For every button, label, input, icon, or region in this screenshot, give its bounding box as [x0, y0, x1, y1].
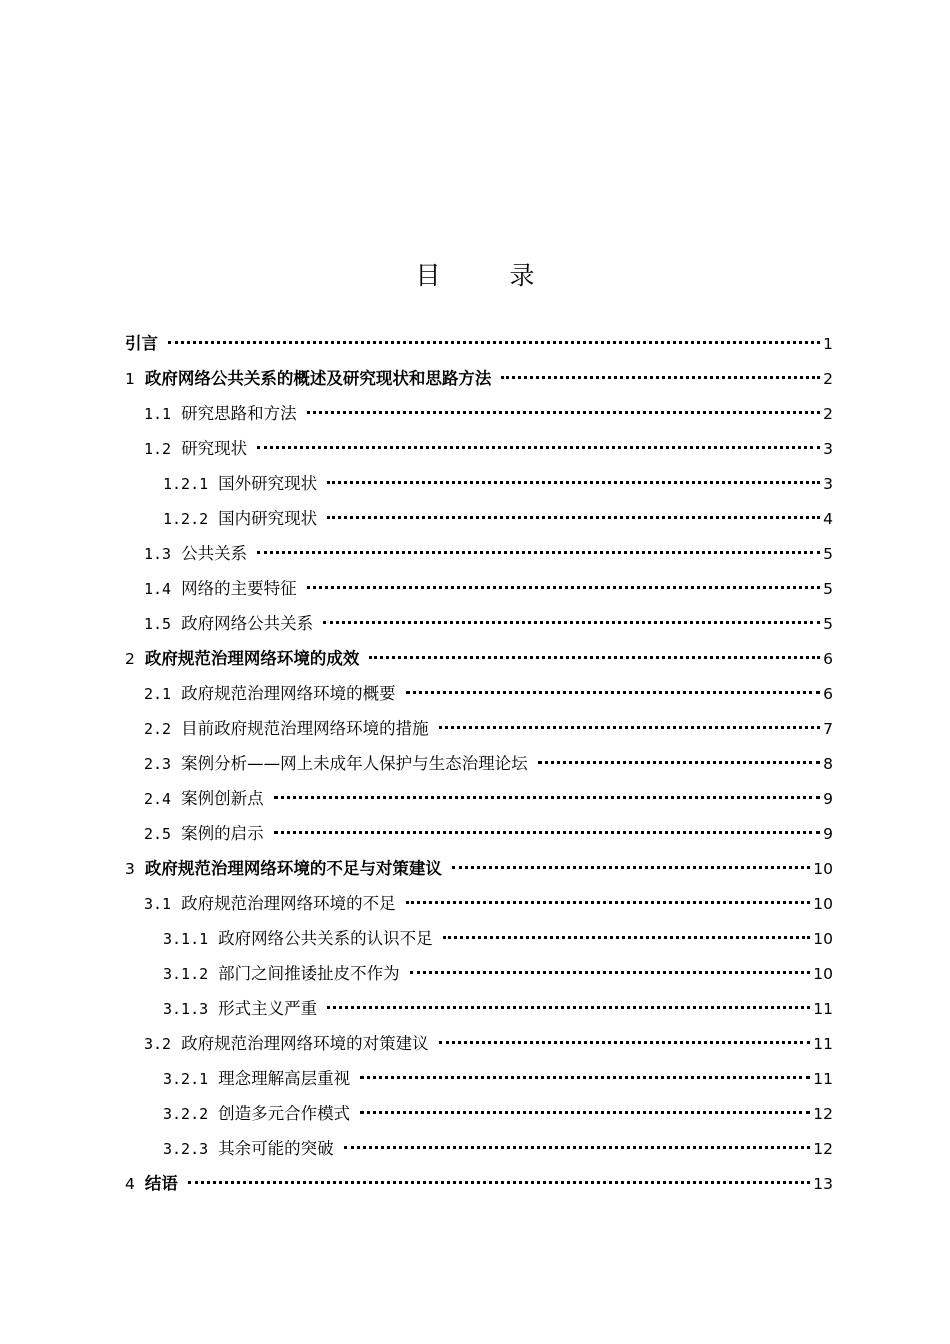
toc-entry-number: 1.2	[144, 440, 172, 458]
toc-entry-title: 引言	[125, 334, 158, 353]
toc-entry-title: 公共关系	[181, 544, 248, 563]
toc-dot-leader	[406, 900, 811, 904]
toc-entry-number: 1.4	[144, 580, 172, 598]
toc-entry-page-number: 13	[813, 1175, 833, 1193]
toc-entry-title: 政府规范治理网络环境的概要	[181, 684, 396, 703]
toc-entry-title: 其余可能的突破	[218, 1139, 334, 1158]
toc-entry-number: 1.3	[144, 545, 172, 563]
toc-entry-page-number: 2	[823, 370, 833, 388]
table-of-contents	[125, 326, 833, 1201]
toc-entry-page-number: 1	[823, 335, 833, 353]
toc-dot-leader	[188, 1180, 810, 1184]
toc-entry[interactable]	[125, 886, 833, 921]
toc-dot-leader	[307, 585, 821, 589]
toc-dot-leader	[323, 620, 820, 624]
toc-dot-leader	[410, 970, 811, 974]
toc-entry-page-number: 4	[823, 510, 833, 528]
toc-dot-leader	[327, 515, 820, 519]
toc-entry[interactable]	[125, 816, 833, 851]
toc-dot-leader	[168, 340, 820, 344]
toc-entry-title: 政府规范治理网络环境的成效	[144, 649, 360, 668]
toc-entry-page-number: 6	[823, 685, 833, 703]
toc-entry[interactable]	[125, 746, 833, 781]
toc-entry-page-number: 2	[823, 405, 833, 423]
toc-dot-leader	[274, 830, 821, 834]
toc-dot-leader	[327, 480, 820, 484]
toc-entry[interactable]	[125, 1166, 833, 1201]
toc-entry[interactable]	[125, 361, 833, 396]
toc-entry[interactable]	[125, 501, 833, 536]
toc-entry-page-number: 9	[823, 825, 833, 843]
toc-entry-page-number: 11	[813, 1070, 833, 1088]
page-title: 目 录	[415, 261, 557, 290]
toc-entry-number: 3.2	[144, 1035, 172, 1053]
toc-dot-leader	[406, 690, 821, 694]
toc-entry[interactable]	[125, 396, 833, 431]
toc-entry[interactable]	[125, 851, 833, 886]
toc-entry-title: 政府规范治理网络环境的不足	[181, 894, 396, 913]
toc-entry[interactable]	[125, 956, 833, 991]
toc-entry-page-number: 10	[813, 860, 833, 878]
toc-entry-title: 创造多元合作模式	[218, 1104, 351, 1123]
toc-entry-title: 政府网络公共关系的概述及研究现状和思路方法	[144, 369, 492, 388]
toc-entry-number: 4	[125, 1175, 135, 1193]
toc-entry-page-number: 11	[813, 1035, 833, 1053]
toc-entry-page-number: 10	[813, 930, 833, 948]
toc-dot-leader	[360, 1075, 810, 1079]
toc-entry-number: 2.5	[144, 825, 172, 843]
toc-entry-title: 政府网络公共关系	[181, 614, 314, 633]
toc-entry-number: 2.4	[144, 790, 172, 808]
toc-entry-number: 3.1	[144, 895, 172, 913]
toc-entry-number: 1	[125, 370, 135, 388]
toc-dot-leader	[344, 1145, 811, 1149]
toc-entry[interactable]	[125, 1131, 833, 1166]
toc-entry[interactable]	[125, 711, 833, 746]
toc-entry-number: 3.1.1	[163, 930, 209, 948]
toc-dot-leader	[360, 1110, 810, 1114]
toc-entry[interactable]	[125, 781, 833, 816]
toc-entry-page-number: 11	[813, 1000, 833, 1018]
toc-entry[interactable]	[125, 1096, 833, 1131]
toc-entry[interactable]	[125, 571, 833, 606]
toc-dot-leader	[257, 445, 820, 449]
toc-entry-number: 1.5	[144, 615, 172, 633]
toc-entry[interactable]	[125, 1061, 833, 1096]
toc-entry-page-number: 5	[823, 545, 833, 563]
toc-entry-number: 2.1	[144, 685, 172, 703]
toc-entry-page-number: 10	[813, 965, 833, 983]
toc-dot-leader	[307, 410, 821, 414]
toc-dot-leader	[452, 865, 810, 869]
toc-entry-title: 形式主义严重	[218, 999, 318, 1018]
toc-entry-number: 2.3	[144, 755, 172, 773]
toc-entry-title: 部门之间推诿扯皮不作为	[218, 964, 400, 983]
toc-entry-title: 研究思路和方法	[181, 404, 297, 423]
toc-entry-title: 案例创新点	[181, 789, 264, 808]
toc-entry[interactable]	[125, 326, 833, 361]
toc-entry-number: 3.1.2	[163, 965, 209, 983]
toc-dot-leader	[257, 550, 820, 554]
toc-entry-number: 1.2.1	[163, 475, 209, 493]
toc-entry[interactable]	[125, 606, 833, 641]
toc-entry-number: 2.2	[144, 720, 172, 738]
toc-dot-leader	[369, 655, 820, 659]
toc-entry-number: 1.2.2	[163, 510, 209, 528]
toc-entry[interactable]	[125, 536, 833, 571]
toc-entry[interactable]	[125, 1026, 833, 1061]
toc-entry-title: 政府规范治理网络环境的不足与对策建议	[144, 859, 442, 878]
toc-dot-leader	[327, 1005, 810, 1009]
toc-entry-page-number: 5	[823, 580, 833, 598]
toc-entry-title: 政府网络公共关系的认识不足	[218, 929, 433, 948]
toc-entry-page-number: 6	[823, 650, 833, 668]
toc-dot-leader	[274, 795, 821, 799]
toc-entry-title: 政府规范治理网络环境的对策建议	[181, 1034, 429, 1053]
toc-entry-page-number: 12	[813, 1105, 833, 1123]
toc-entry-title: 案例的启示	[181, 824, 264, 843]
toc-entry-number: 2	[125, 650, 135, 668]
toc-entry[interactable]	[125, 641, 833, 676]
toc-entry[interactable]	[125, 991, 833, 1026]
toc-dot-leader	[439, 725, 821, 729]
toc-dot-leader	[443, 935, 811, 939]
toc-entry-title: 案例分析——网上未成年人保护与生态治理论坛	[181, 754, 528, 773]
toc-entry-page-number: 8	[823, 755, 833, 773]
toc-entry[interactable]	[125, 676, 833, 711]
toc-dot-leader	[538, 760, 821, 764]
toc-entry-page-number: 3	[823, 440, 833, 458]
toc-entry-number: 3.2.1	[163, 1070, 209, 1088]
toc-entry-title: 网络的主要特征	[181, 579, 297, 598]
toc-entry[interactable]	[125, 921, 833, 956]
toc-entry-number: 3	[125, 860, 135, 878]
toc-entry-number: 1.1	[144, 405, 172, 423]
toc-entry-title: 国内研究现状	[218, 509, 318, 528]
toc-entry-number: 3.2.2	[163, 1105, 209, 1123]
toc-entry-page-number: 7	[823, 720, 833, 738]
toc-entry-page-number: 12	[813, 1140, 833, 1158]
toc-dot-leader	[439, 1040, 811, 1044]
toc-entry-number: 3.1.3	[163, 1000, 209, 1018]
toc-entry[interactable]	[125, 431, 833, 466]
toc-dot-leader	[501, 375, 820, 379]
toc-entry-title: 结语	[144, 1174, 178, 1193]
toc-entry-page-number: 5	[823, 615, 833, 633]
toc-entry-page-number: 3	[823, 475, 833, 493]
toc-entry-page-number: 9	[823, 790, 833, 808]
toc-entry-title: 目前政府规范治理网络环境的措施	[181, 719, 429, 738]
toc-entry[interactable]	[125, 466, 833, 501]
toc-entry-title: 研究现状	[181, 439, 248, 458]
toc-entry-title: 理念理解高层重视	[218, 1069, 351, 1088]
toc-entry-page-number: 10	[813, 895, 833, 913]
toc-entry-number: 3.2.3	[163, 1140, 209, 1158]
toc-entry-title: 国外研究现状	[218, 474, 318, 493]
